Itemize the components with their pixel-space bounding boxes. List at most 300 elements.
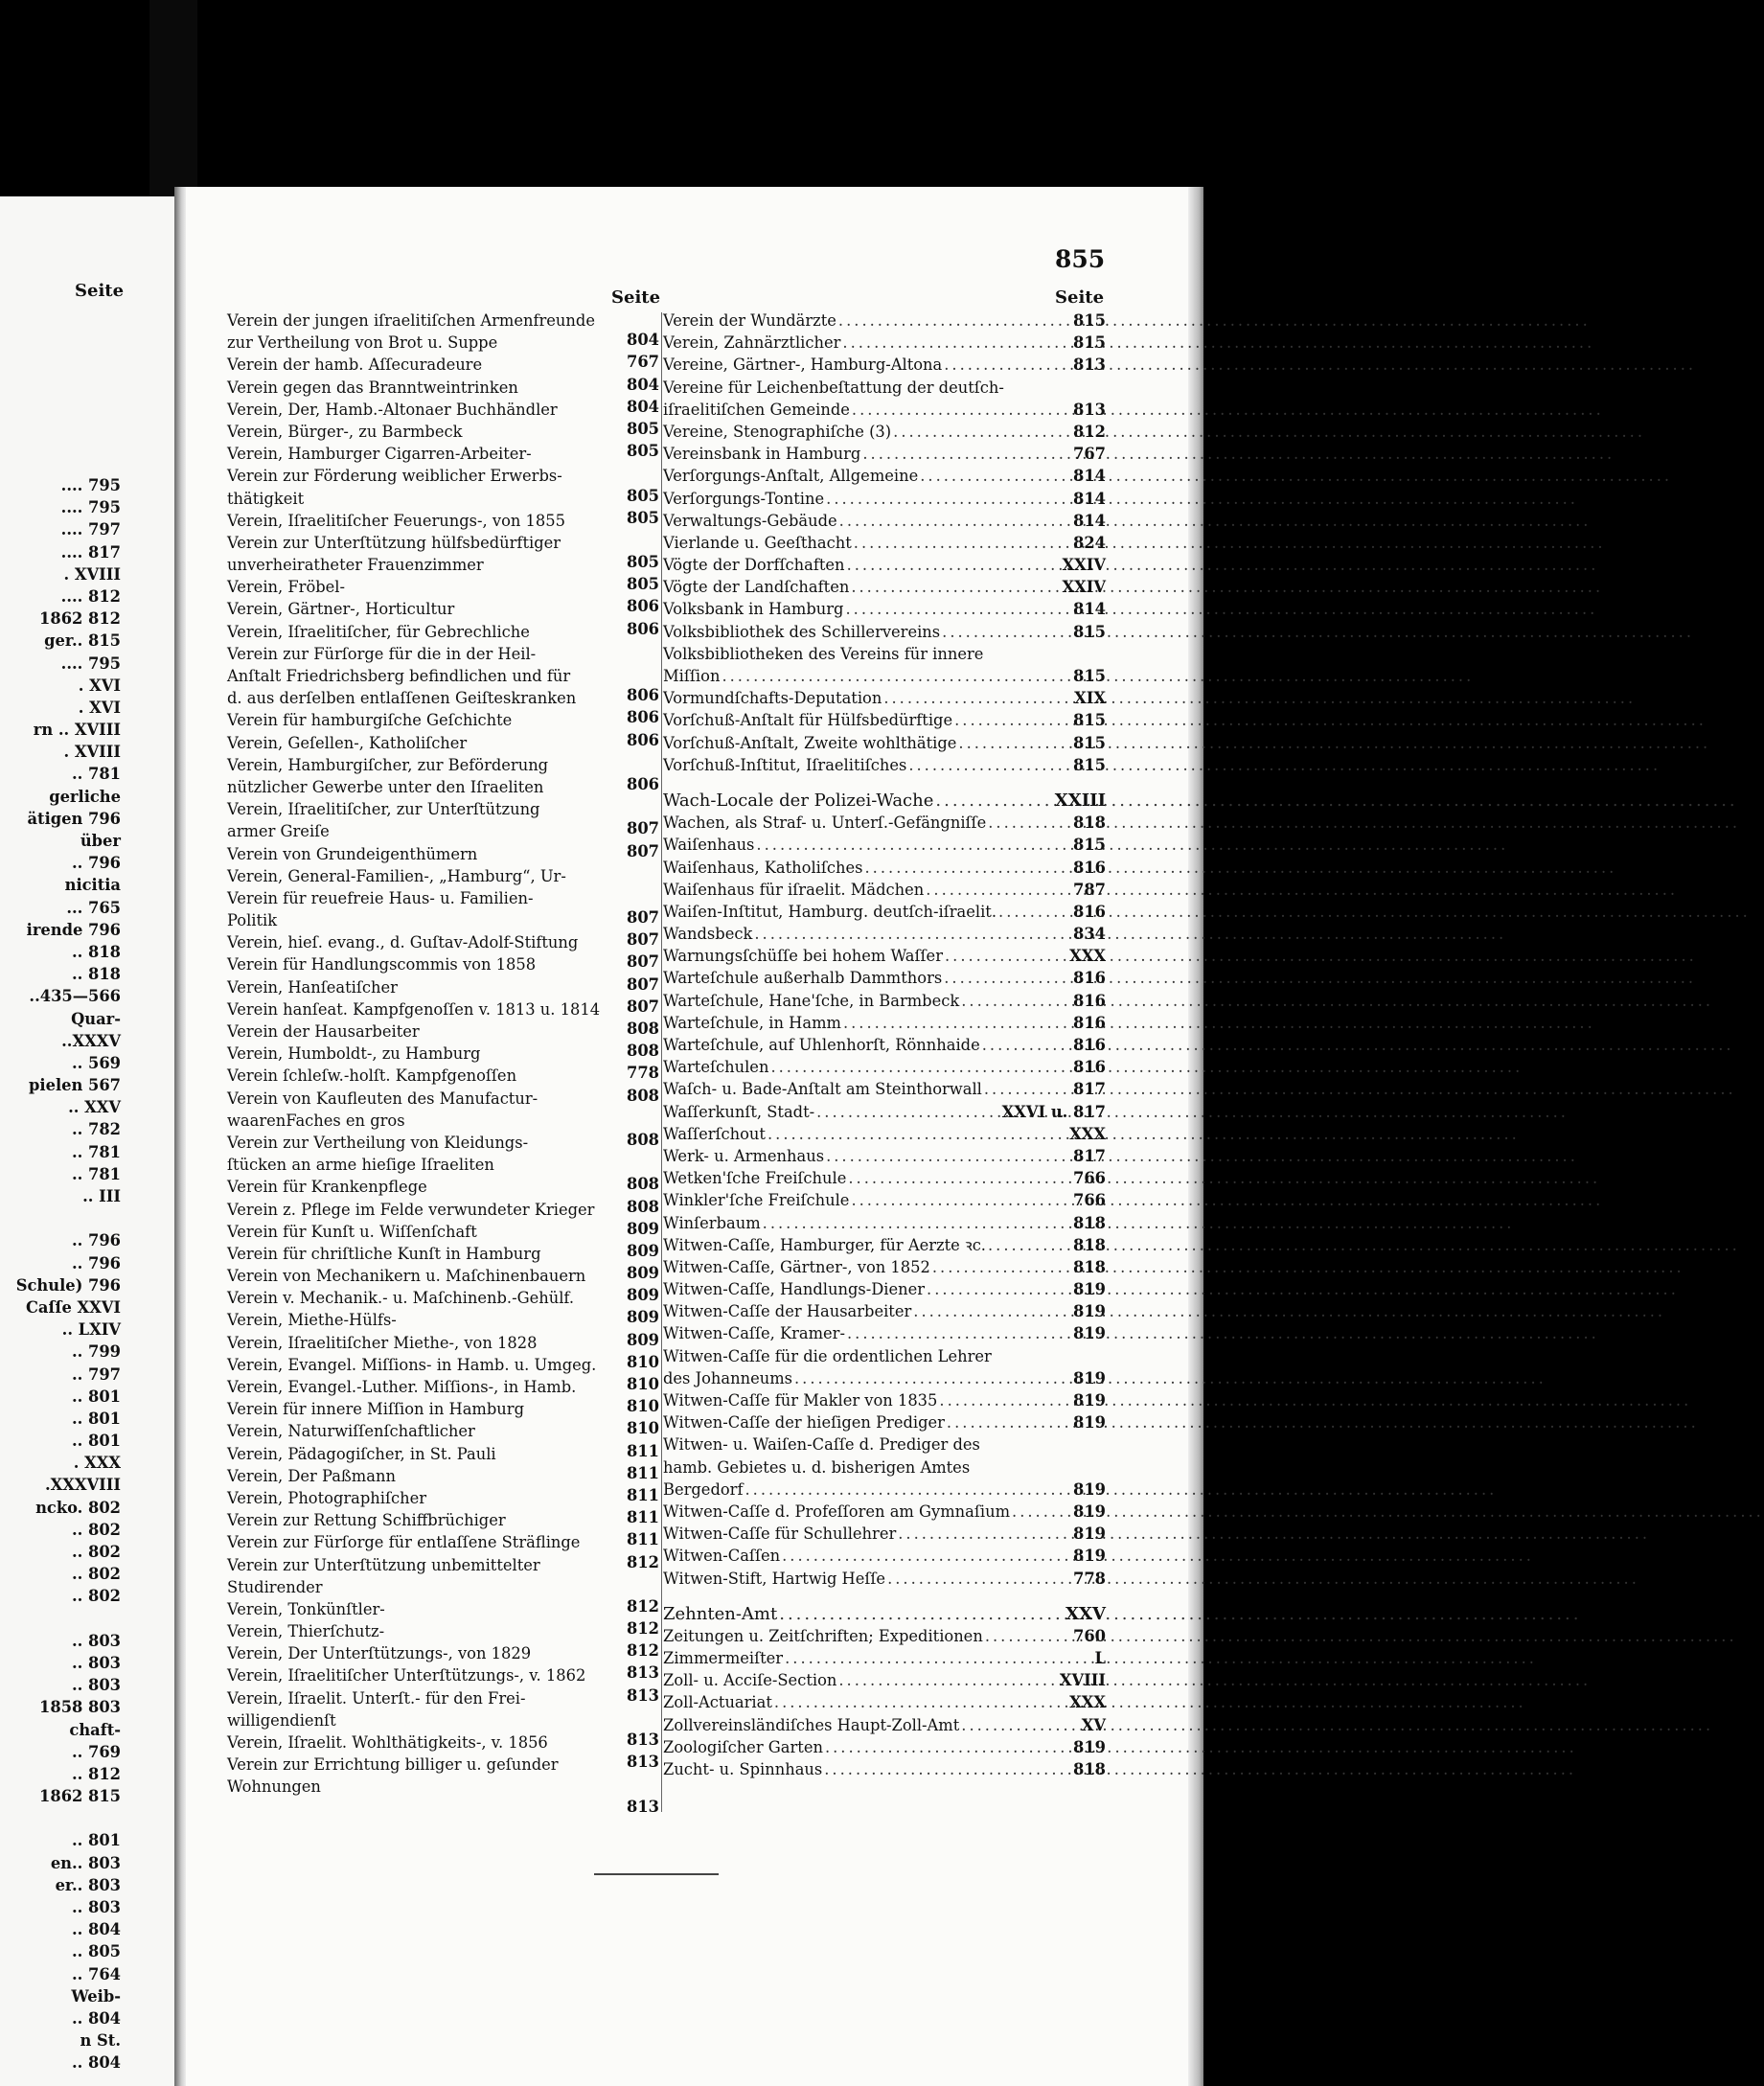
left-page-row: ... 765: [66, 898, 121, 917]
entry-text: Warteſchulen: [663, 1058, 769, 1077]
entry-text: Wach-Locale der Polizei-Wache: [663, 790, 934, 811]
entry-text: Verein, General-Familien-, „Hamburg“, Ur-: [227, 866, 566, 885]
entry-page: 819: [1073, 1524, 1106, 1544]
entry-text: thätigkeit: [227, 489, 305, 508]
entry-text: Verein hanſeat. Kampfgenoſſen v. 1813 u. 1814: [227, 999, 601, 1019]
entry-text: Werk- u. Armenhaus: [663, 1146, 825, 1165]
entry-text: Verein von Grundeigenthümern: [227, 844, 478, 863]
column-1-page-number: 805: [627, 508, 659, 527]
entry-page: 815: [1073, 733, 1106, 752]
leader-dots: [997, 901, 1073, 923]
index-entry: [663, 1669, 1106, 1691]
column-1-page-number: 813: [627, 1797, 659, 1816]
index-entry: [663, 443, 1106, 465]
entry-page: XXVI u. 817: [1001, 1102, 1106, 1121]
entry-text: Volksbibliotheken des Vereins für innere: [663, 644, 984, 663]
index-entry: [227, 1132, 593, 1154]
entry-text: nützlicher Gewerbe unter den Iſraeliten: [227, 777, 544, 796]
entry-page: 819: [1073, 1479, 1106, 1499]
entry-page: 818: [1073, 1257, 1106, 1276]
index-entry: [227, 1576, 593, 1598]
left-page-row: . XXX: [73, 1454, 121, 1473]
bookmark-ribbon: [149, 0, 197, 206]
index-entry: [663, 857, 1106, 879]
index-entry: [227, 1554, 593, 1576]
left-page-row: ger.. 815: [44, 631, 121, 651]
index-entry: [663, 1101, 1106, 1123]
entry-page: 819: [1073, 1547, 1106, 1566]
index-entry: [227, 399, 593, 421]
index-entry: [663, 399, 1106, 421]
index-entry: [227, 1243, 593, 1265]
entry-text: Verein, Naturwiſſenſchaftlicher: [227, 1422, 475, 1441]
left-page-row: .... 817: [60, 542, 121, 562]
index-entry: [227, 621, 593, 643]
left-page-row: .... 795: [60, 476, 121, 494]
left-page-row: .. 781: [72, 765, 121, 784]
index-entry: [663, 1034, 1106, 1056]
entry-page: XXIV: [1062, 556, 1106, 575]
index-entry: [227, 1465, 593, 1487]
entry-text: Winkler'ſche Freiſchule: [663, 1191, 850, 1210]
index-entry: [663, 665, 1106, 687]
leader-dots: [937, 1389, 1073, 1411]
column-1-page-number: 811: [627, 1508, 659, 1527]
index-entry: [663, 1056, 1106, 1078]
column-1-page-number: [613, 662, 659, 684]
entry-page: 815: [1073, 622, 1106, 641]
leader-dots: [933, 790, 1054, 812]
entry-text: Bergedorf: [663, 1479, 744, 1499]
entry-page: 787: [1073, 880, 1106, 899]
column-1-page-number: 805: [627, 575, 659, 594]
entry-text: ſtücken an arme hieſige Iſraeliten: [227, 1156, 494, 1175]
column-1-page-number: 805: [627, 486, 659, 505]
entry-text: Witwen-Caſſe, Handlungs-Diener: [663, 1280, 926, 1299]
entry-text: Verein, Zahnärztlicher: [663, 333, 841, 353]
entry-page: 813: [1073, 355, 1106, 375]
left-page-row: .. 802: [72, 1520, 121, 1539]
index-entry: [227, 1420, 593, 1442]
column-1-page-number: [613, 462, 659, 484]
leader-dots: [860, 443, 1073, 465]
left-page-row: .. 801: [72, 1409, 121, 1428]
index-entry: [663, 1625, 1106, 1647]
left-page-row: .. 818: [72, 965, 121, 984]
entry-text: Verein zur Fürſorge für die in der Heil-: [227, 644, 537, 663]
column-1-page-number: 813: [627, 1731, 659, 1749]
index-column-1: [227, 309, 601, 1799]
index-entry: [663, 1278, 1106, 1300]
leader-dots: [942, 354, 1073, 376]
index-entry: [663, 421, 1106, 443]
entry-text: Wohnungen: [227, 1777, 321, 1797]
index-entry: [663, 1300, 1106, 1322]
entry-page: 818: [1073, 814, 1106, 833]
left-page-row: er.. 803: [55, 1875, 121, 1894]
leader-dots: [814, 1101, 1002, 1123]
entry-text: Zehnten-Amt: [663, 1603, 778, 1624]
entry-page: XXX: [1069, 1124, 1106, 1143]
index-entry: [663, 1691, 1106, 1713]
leader-dots: [840, 332, 1073, 354]
entry-text: Vereinsbank in Hamburg: [663, 445, 861, 464]
column-1-page-number: 809: [627, 1219, 659, 1238]
entry-text: Waſſerkunſt, Stadt-: [663, 1102, 815, 1121]
entry-text: Verein zur Rettung Schiffbrüchiger: [227, 1511, 506, 1530]
entry-text: Verſorgungs-Anſtalt, Allgemeine: [663, 467, 919, 486]
left-page-row: .. 802: [72, 1587, 121, 1606]
leader-dots: [761, 1212, 1073, 1234]
column-1-page-number: [613, 751, 659, 773]
index-entry: [663, 687, 1106, 709]
entry-text: Verein, Hamburgiſcher, zur Beförderung: [227, 755, 549, 774]
leader-dots: [852, 532, 1073, 554]
index-entry: [663, 309, 1106, 332]
entry-page: 815: [1073, 311, 1106, 330]
left-page-row: .. 803: [72, 1653, 121, 1672]
entry-text: des Johanneums: [663, 1368, 792, 1387]
entry-text: Verein, Hanſeatiſcher: [227, 977, 398, 997]
entry-text: Witwen-Caſſe, Kramer-: [663, 1324, 845, 1343]
left-page-row: 1862 812: [39, 609, 121, 629]
entry-text: Verein, Gärtner-, Horticultur: [227, 600, 455, 619]
index-entry: [663, 1501, 1106, 1523]
column-1-page-number: 808: [627, 1197, 659, 1216]
column-1-page-number: 807: [627, 952, 659, 972]
index-entry: [663, 488, 1106, 510]
leader-dots: [849, 1189, 1073, 1211]
entry-text: Vorſchuß-Anſtalt für Hülfsbedürftige: [663, 711, 953, 730]
left-page-row: chaft-: [69, 1720, 121, 1739]
book-gutter: [174, 187, 186, 2086]
left-page-row: .. 812: [72, 1764, 121, 1783]
index-entry: [663, 1234, 1106, 1256]
index-entry: [663, 1523, 1106, 1545]
left-page-row: gerliche: [49, 787, 121, 806]
entry-text: Vormundſchafts-Deputation: [663, 689, 882, 708]
entry-text: Zoll- u. Acciſe-Section: [663, 1671, 837, 1690]
left-page-row: ..435—566: [29, 987, 121, 1006]
index-entry: [663, 754, 1106, 776]
index-entry: [663, 1411, 1106, 1433]
entry-text: Zimmermeiſter: [663, 1649, 784, 1668]
left-page-row: [0, 1207, 121, 1229]
entry-text: Verein, Iſraelit. Wohlthätigkeits-, v. 1856: [227, 1733, 548, 1752]
leader-dots: [986, 812, 1073, 834]
left-page-row: .. 796: [72, 1253, 121, 1272]
entry-text: Zeitungen u. Zeitſchriften; Expeditionen: [663, 1626, 983, 1645]
column-1-page-number: [613, 1107, 659, 1129]
leader-dots: [845, 554, 1063, 576]
entry-text: Verein, Der Paßmann: [227, 1466, 396, 1485]
entry-text: Verein für chriſtliche Kunſt in Hamburg: [227, 1244, 541, 1263]
entry-text: Verein zur Errichtung billiger u. geſunder: [227, 1755, 559, 1775]
entry-page: 766: [1073, 1191, 1106, 1210]
left-page-row: .. 818: [72, 942, 121, 961]
index-entry: [227, 1398, 593, 1420]
left-page-row: Schule) 796: [15, 1275, 121, 1295]
index-entry: [227, 931, 593, 953]
entry-text: Verein, Miethe-Hülfs-: [227, 1311, 397, 1330]
entry-page: 819: [1073, 1391, 1106, 1410]
index-entry: [663, 598, 1106, 620]
entry-page: XXX: [1069, 1693, 1106, 1712]
index-entry: [227, 798, 593, 820]
left-page-row: ..XXXV: [61, 1031, 121, 1050]
left-page-row: . XVI: [78, 676, 121, 695]
index-entry: [227, 1443, 593, 1465]
entry-page: 816: [1073, 1058, 1106, 1077]
entry-page: 819: [1073, 1501, 1106, 1521]
column-1-page-number: 804: [627, 397, 659, 416]
column-1-page-number: [613, 640, 659, 662]
entry-text: iſraelitiſchen Gemeinde: [663, 400, 850, 419]
index-entry: [227, 576, 593, 598]
column-1-page-number: [613, 862, 659, 884]
index-entry: [663, 879, 1106, 901]
leader-dots: [1010, 1501, 1073, 1523]
leader-dots: [956, 732, 1073, 754]
index-entry: [227, 709, 593, 731]
entry-text: Vereine, Stenographiſche (3): [663, 422, 892, 441]
left-page-row: .. 796: [72, 1231, 121, 1250]
index-entry: [227, 554, 593, 576]
entry-page: 819: [1073, 1302, 1106, 1321]
entry-text: Witwen-Caſſe für Makler von 1835: [663, 1391, 938, 1410]
left-page-row: .. 764: [72, 1964, 121, 1983]
entry-text: Verein für Krankenpflege: [227, 1178, 427, 1197]
entry-text: Verein, Humboldt-, zu Hamburg: [227, 1044, 481, 1064]
leader-dots: [843, 598, 1073, 620]
entry-page: 813: [1073, 400, 1106, 419]
column-1-page-number: 811: [627, 1530, 659, 1549]
entry-text: Winſerbaum: [663, 1213, 761, 1232]
entry-page: 817: [1073, 1080, 1106, 1099]
entry-page: XXIII: [1054, 790, 1106, 811]
entry-page: 819: [1073, 1324, 1106, 1343]
column-1-page-number: 813: [627, 1685, 659, 1705]
left-page-row: .. 797: [72, 1364, 121, 1384]
entry-text: Zollvereinsländiſches Haupt-Zoll-Amt: [663, 1715, 960, 1734]
entry-text: Witwen-Caſſe, Gärtner-, von 1852: [663, 1257, 930, 1276]
seite-header-col2: Seite: [611, 287, 661, 308]
entry-text: Verſorgungs-Tontine: [663, 489, 825, 508]
index-entry: [227, 976, 593, 998]
index-entry: [227, 421, 593, 443]
column-1-page-number: 809: [627, 1308, 659, 1327]
entry-text: Vögte der Dorfſchaften: [663, 556, 845, 575]
leader-dots: [982, 1078, 1073, 1100]
leader-dots: [850, 399, 1073, 421]
column-1-page-number: 767: [627, 353, 659, 372]
left-page-row: . XVIII: [63, 564, 121, 584]
entry-page: 815: [1073, 711, 1106, 730]
index-entry: [227, 377, 593, 399]
entry-page: 819: [1073, 1280, 1106, 1299]
entry-text: Verein zur Förderung weiblicher Erwerbs-: [227, 467, 562, 486]
column-1-page-number: 810: [627, 1419, 659, 1438]
index-entry: [227, 1221, 593, 1243]
index-entry: [227, 732, 593, 754]
entry-page: 814: [1073, 489, 1106, 508]
column-1-page-number: [613, 307, 659, 329]
index-entry: [227, 1642, 593, 1664]
entry-page: XV: [1081, 1715, 1106, 1734]
left-page-row: .. 782: [72, 1120, 121, 1139]
leader-dots: [940, 621, 1073, 643]
left-page-row: Quar-: [71, 1009, 121, 1028]
index-entry: [663, 1433, 1106, 1456]
leader-dots: [836, 1669, 1060, 1691]
entry-text: Vereine für Leichenbeſtattung der deutſch-: [663, 378, 1004, 397]
leader-dots: [906, 754, 1073, 776]
entry-text: Verein zur Fürſorge für entlaſſene Sträflinge: [227, 1533, 581, 1552]
index-entry: [227, 309, 593, 332]
left-page-row: .. 803: [72, 1631, 121, 1650]
column-1-page-number: 809: [627, 1286, 659, 1305]
left-page-row: .. LXIV: [61, 1320, 121, 1340]
column-1-page-number: 807: [627, 841, 659, 860]
entry-text: Witwen- u. Waiſen-Caſſe d. Prediger des: [663, 1435, 980, 1455]
column-1-page-number: 811: [627, 1485, 659, 1504]
entry-page: 816: [1073, 1013, 1106, 1032]
leader-dots: [924, 879, 1073, 901]
column-1-page-number: [613, 1707, 659, 1729]
column-1-page-number: 810: [627, 1352, 659, 1371]
entry-text: Waiſenhaus: [663, 836, 755, 855]
index-entry: [227, 1376, 593, 1398]
index-entry: [227, 665, 593, 687]
entry-text: Verein, Evangel.-Luther. Miſſions-, in Hamb.: [227, 1378, 577, 1396]
left-page-row: über: [80, 832, 121, 850]
left-page-row: Weib-: [71, 1986, 121, 2006]
entry-text: d. aus derſelben entlaſſenen Geiſteskranken: [227, 689, 577, 708]
entry-text: Zoll-Actuariat: [663, 1693, 772, 1712]
column-1-page-number: 806: [627, 708, 659, 727]
entry-page: 818: [1073, 1213, 1106, 1232]
index-entry: [663, 1012, 1106, 1034]
entry-page: 816: [1073, 1036, 1106, 1054]
entry-text: Studirender: [227, 1577, 323, 1596]
column-1-page-number: 806: [627, 730, 659, 749]
index-entry: [663, 510, 1106, 532]
entry-text: Volksbibliothek des Schillervereins: [663, 622, 941, 641]
left-page-row: .. 804: [72, 1920, 121, 1939]
entry-text: waarenFaches en gros: [227, 1111, 405, 1130]
entry-text: Verein der jungen iſraelitiſchen Armenfreunde: [227, 311, 595, 330]
index-entry: [227, 1354, 597, 1376]
index-entry: [227, 1687, 593, 1709]
end-rule: [594, 1873, 719, 1875]
left-page-row: .. 781: [72, 1142, 121, 1161]
left-page-row: nicitia: [64, 876, 121, 895]
entry-text: Verein von Kaufleuten des Manufactur-: [227, 1089, 538, 1108]
left-page-row: .. 802: [72, 1543, 121, 1561]
leader-dots: [720, 665, 1073, 687]
index-entry: [663, 1189, 1106, 1211]
index-entry: [227, 1110, 593, 1132]
index-entry: [663, 554, 1106, 576]
entry-text: Witwen-Caſſen: [663, 1547, 781, 1566]
left-page-row: 1862 815: [39, 1787, 121, 1806]
index-entry: [663, 967, 1106, 989]
index-entry: [227, 687, 593, 709]
entry-text: Zoologiſcher Garten: [663, 1737, 823, 1756]
entry-text: Verwaltungs-Gebäude: [663, 511, 837, 530]
index-entry: [227, 532, 593, 554]
entry-text: armer Greiſe: [227, 822, 330, 841]
left-seite-header: Seite: [75, 281, 125, 301]
entry-text: Verein zur Unterſtützung hülfsbedürftiger: [227, 533, 561, 552]
column-1-page-number: 812: [627, 1552, 659, 1571]
index-entry: [663, 621, 1106, 643]
entry-page: 819: [1073, 1368, 1106, 1387]
entry-text: Waſch- u. Bade-Anſtalt am Steinthorwall: [663, 1080, 982, 1099]
left-page-row: .. 769: [72, 1742, 121, 1761]
index-entry: [663, 1714, 1106, 1736]
index-entry: [227, 1487, 593, 1509]
index-entry: [663, 1212, 1106, 1234]
entry-page: 824: [1073, 533, 1106, 552]
index-entry: [227, 1598, 593, 1620]
entry-text: Verein, Photographiſcher: [227, 1488, 427, 1507]
index-entry: [663, 990, 1106, 1012]
entry-page: 760: [1073, 1626, 1106, 1645]
index-entry: [663, 1078, 1106, 1100]
entry-page: 778: [1073, 1569, 1106, 1588]
leader-dots: [777, 1603, 1065, 1625]
left-page-row: .. XXV: [68, 1098, 121, 1117]
entry-text: Politik: [227, 911, 278, 930]
entry-text: Verein, Hamburger Cigarren-Arbeiter-: [227, 445, 532, 464]
index-entry: [227, 1709, 593, 1731]
index-entry: [227, 754, 593, 776]
index-entry: [663, 1145, 1106, 1167]
leader-dots: [863, 857, 1074, 879]
column-1-page-number: 806: [627, 597, 659, 616]
left-page-row: .. 804: [72, 2008, 121, 2028]
entry-text: unverheiratheter Frauenzimmer: [227, 556, 484, 575]
entry-text: Verein, Der Unterſtützungs-, von 1829: [227, 1644, 532, 1663]
leader-dots: [841, 1012, 1073, 1034]
index-entry: [227, 488, 593, 510]
leader-dots: [942, 967, 1073, 989]
leader-dots: [882, 687, 1074, 709]
index-entry: [227, 1043, 593, 1065]
entry-text: Witwen-Caſſe der hieſigen Prediger: [663, 1413, 945, 1433]
column-1-page-number: 811: [627, 1441, 659, 1460]
entry-page: 818: [1073, 1760, 1106, 1778]
entry-page: XXV: [1065, 1603, 1106, 1624]
index-entry: [663, 1256, 1106, 1278]
entry-text: Witwen-Caſſe für Schullehrer: [663, 1524, 897, 1544]
leader-dots: [925, 1278, 1073, 1300]
left-page-row: rn .. XVIII: [33, 721, 121, 740]
entry-text: Anſtalt Friedrichsberg befindlichen und für: [227, 667, 571, 685]
left-page-row: .. 801: [72, 1432, 121, 1451]
leader-dots: [845, 1322, 1073, 1344]
leader-dots: [930, 1256, 1073, 1278]
column-1-page-number: [613, 1151, 659, 1173]
column-1-page-number: [613, 529, 659, 551]
entry-page: 815: [1073, 755, 1106, 774]
index-column-3: [663, 309, 1106, 1780]
index-entry: [663, 923, 1106, 945]
left-page-row: . XVI: [78, 698, 121, 717]
leader-dots: [891, 421, 1073, 443]
entry-page: 816: [1073, 902, 1106, 921]
